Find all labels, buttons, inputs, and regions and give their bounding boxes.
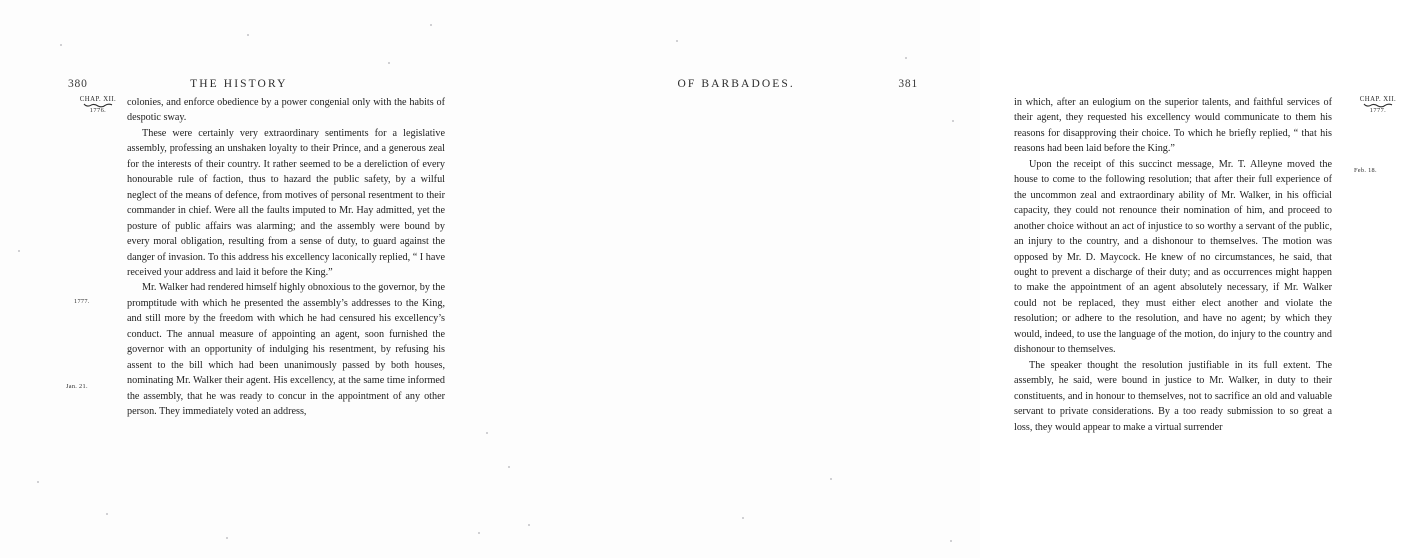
page-right — [490, 0, 1397, 558]
paragraph: The speaker thought the resolution justifiable in its full extent. The assembly, he said, were bound in justice to Mr. Walker, in duty to their constituents, and in honour to themselves, not to sacrifice an old and valuable servant to private considerations. By a too ready submission to so great a loss, they would appear to make a virtual surrender — [1014, 359, 1332, 433]
left-page-header — [0, 76, 490, 92]
paragraph: colonies, and enforce obedience by a power congenial only with the habits of despotic sway. — [127, 97, 445, 124]
paragraph: in which, after an eulogium on the superior talents, and faithful services of their agent, they requested his excellency would communicate to them his reasons for disapproving their choice. To which he briefly replied, “ that his reasons had been laid before the King.” — [1014, 97, 1332, 155]
right-page-header — [490, 76, 980, 92]
margin-date-left: Jan. 21. — [66, 383, 88, 390]
margin-chapter-label: CHAP. XII. — [1359, 96, 1397, 103]
margin-note-chapter-right — [1350, 96, 1406, 114]
body-text-right — [1014, 95, 1332, 435]
running-head-left: THE HISTORY — [190, 78, 288, 90]
running-head-right: OF BARBADOES. — [677, 78, 795, 90]
paragraph: Mr. Walker had rendered himself highly obnoxious to the governor, by the promptitude with which he presented the assembly’s addresses to the King, and still more by the freedom with which he had censured his excellency’s conduct. The annual measure of appointing an agent, soon furnished the governor with an opportunity of indulging his resentment, by refusing his assent to the bill which had been unanimously passed by both houses, nominating Mr. Walker their agent. His excellency, at the same time informed the assembly, that he was ready to concur in the appointment of any other person. They immediately voted an address, — [127, 282, 445, 418]
margin-year-label: 1776. — [89, 107, 107, 114]
margin-year-label: 1777. — [1369, 107, 1387, 114]
page-number-right: 381 — [898, 78, 918, 90]
margin-year-secondary-left: 1777. — [74, 298, 90, 305]
page-number-left: 380 — [68, 78, 88, 90]
margin-date-right: Feb. 18. — [1354, 167, 1377, 174]
margin-note-chapter-left — [72, 96, 124, 114]
margin-chapter-label: CHAP. XII. — [79, 96, 117, 103]
page-left — [0, 0, 490, 558]
paragraph: These were certainly very extraordinary sentiments for a legislative assembly, professing an unshaken loyalty to their Prince, and a generous zeal for the interests of their country. It rather seemed to be a dereliction of every honourable rule of faction, thus to hazard the public safety, by a wilful neglect of the means of defence, from motives of personal resentment to their commander in chief. Were all the faults imputed to Mr. Hay admitted, yet the posture of public affairs was alarming; and the assembly were bound by every moral obligation, resulting from a sense of duty, to guard against the danger of invasion. To this address his excellency laconically replied, “ I have received your address and laid it before the King.” — [127, 127, 445, 278]
body-text-left — [127, 95, 445, 420]
paragraph: Upon the receipt of this succinct message, Mr. T. Alleyne moved the house to come to the following resolution; that after their full experience of the uncommon zeal and extraordinary ability of Mr. Walker, in his official capacity, they could not renounce their nomination of him, and proceed to another choice without an act of injustice to so worthy a servant of the public, an injury to the country, and a dishonour to themselves. The motion was opposed by Mr. D. Maycock. He knew of no circumstances, he said, that ought to prevent a discharge of their duty; and as occurrences might happen to make the appointment of an agent absolutely necessary, if Mr. Walker could not be replaced, they must either elect another and violate the resolution; or adhere to the resolution, and have no agent; by which they would, indeed, to use the language of the motion, do injury to the country and dishonour to themselves. — [1014, 158, 1332, 356]
